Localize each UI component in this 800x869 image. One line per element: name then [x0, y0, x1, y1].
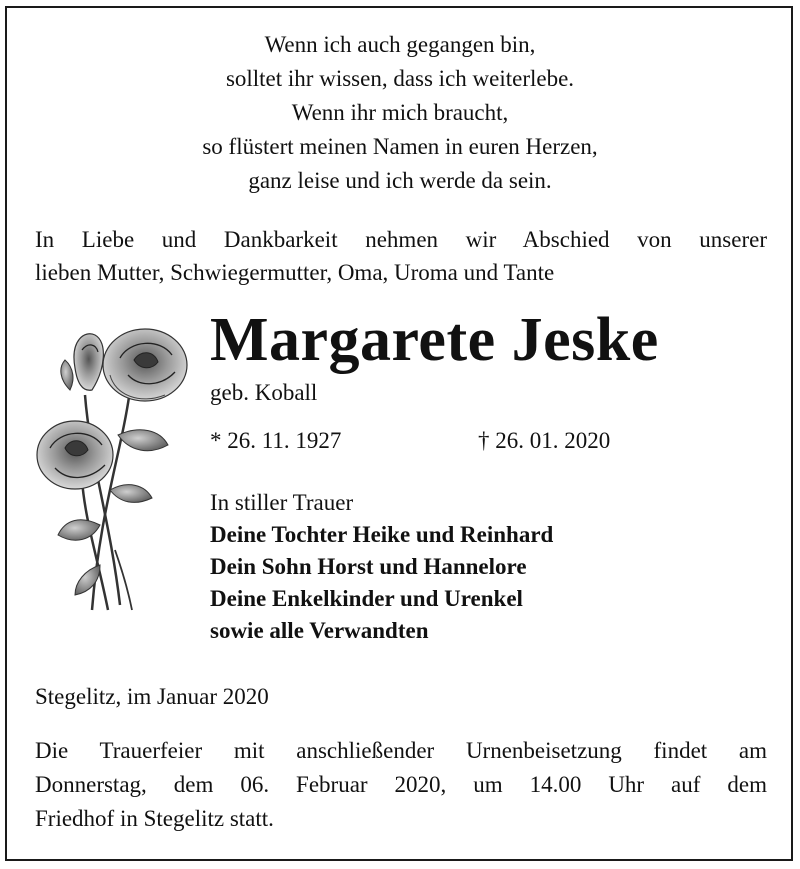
death-date: † 26. 01. 2020	[478, 428, 611, 453]
intro-line: In Liebe und Dankbarkeit nehmen wir Abschied von unserer	[35, 227, 767, 252]
funeral-line: Donnerstag, dem 06. Februar 2020, um 14.00 Uhr auf dem	[35, 772, 767, 797]
funeral-line: Friedhof in Stegelitz statt.	[35, 806, 274, 831]
mourner-line: Deine Tochter Heike und Reinhard	[210, 522, 554, 547]
funeral-info	[35, 734, 767, 836]
birth-date: * 26. 11. 1927	[210, 428, 342, 453]
intro-line: lieben Mutter, Schwiegermutter, Oma, Uroma und Tante	[35, 260, 555, 285]
poem-line: so flüstert meinen Namen in euren Herzen,	[202, 134, 598, 159]
mourner-line: sowie alle Verwandten	[210, 618, 429, 643]
mourner-line: Deine Enkelkinder und Urenkel	[210, 586, 523, 611]
poem-line: solltet ihr wissen, dass ich weiterlebe.	[225, 66, 575, 91]
place-date: Stegelitz, im Januar 2020	[35, 684, 269, 709]
mourner-line: Dein Sohn Horst und Hannelore	[210, 554, 527, 579]
funeral-line: Die Trauerfeier mit anschließender Urnenbeisetzung findet am	[35, 738, 767, 763]
intro-text	[35, 223, 767, 289]
mourners-heading: In stiller Trauer	[210, 490, 354, 515]
poem-line: Wenn ihr mich braucht,	[291, 100, 509, 125]
poem-line: Wenn ich auch gegangen bin,	[264, 32, 536, 57]
mourners-block	[210, 487, 553, 647]
maiden-name: geb. Koball	[210, 380, 318, 405]
poem	[0, 28, 800, 198]
deceased-name: Margarete Jeske	[210, 306, 659, 374]
roses-icon	[30, 320, 195, 620]
poem-line: ganz leise und ich werde da sein.	[248, 168, 552, 193]
